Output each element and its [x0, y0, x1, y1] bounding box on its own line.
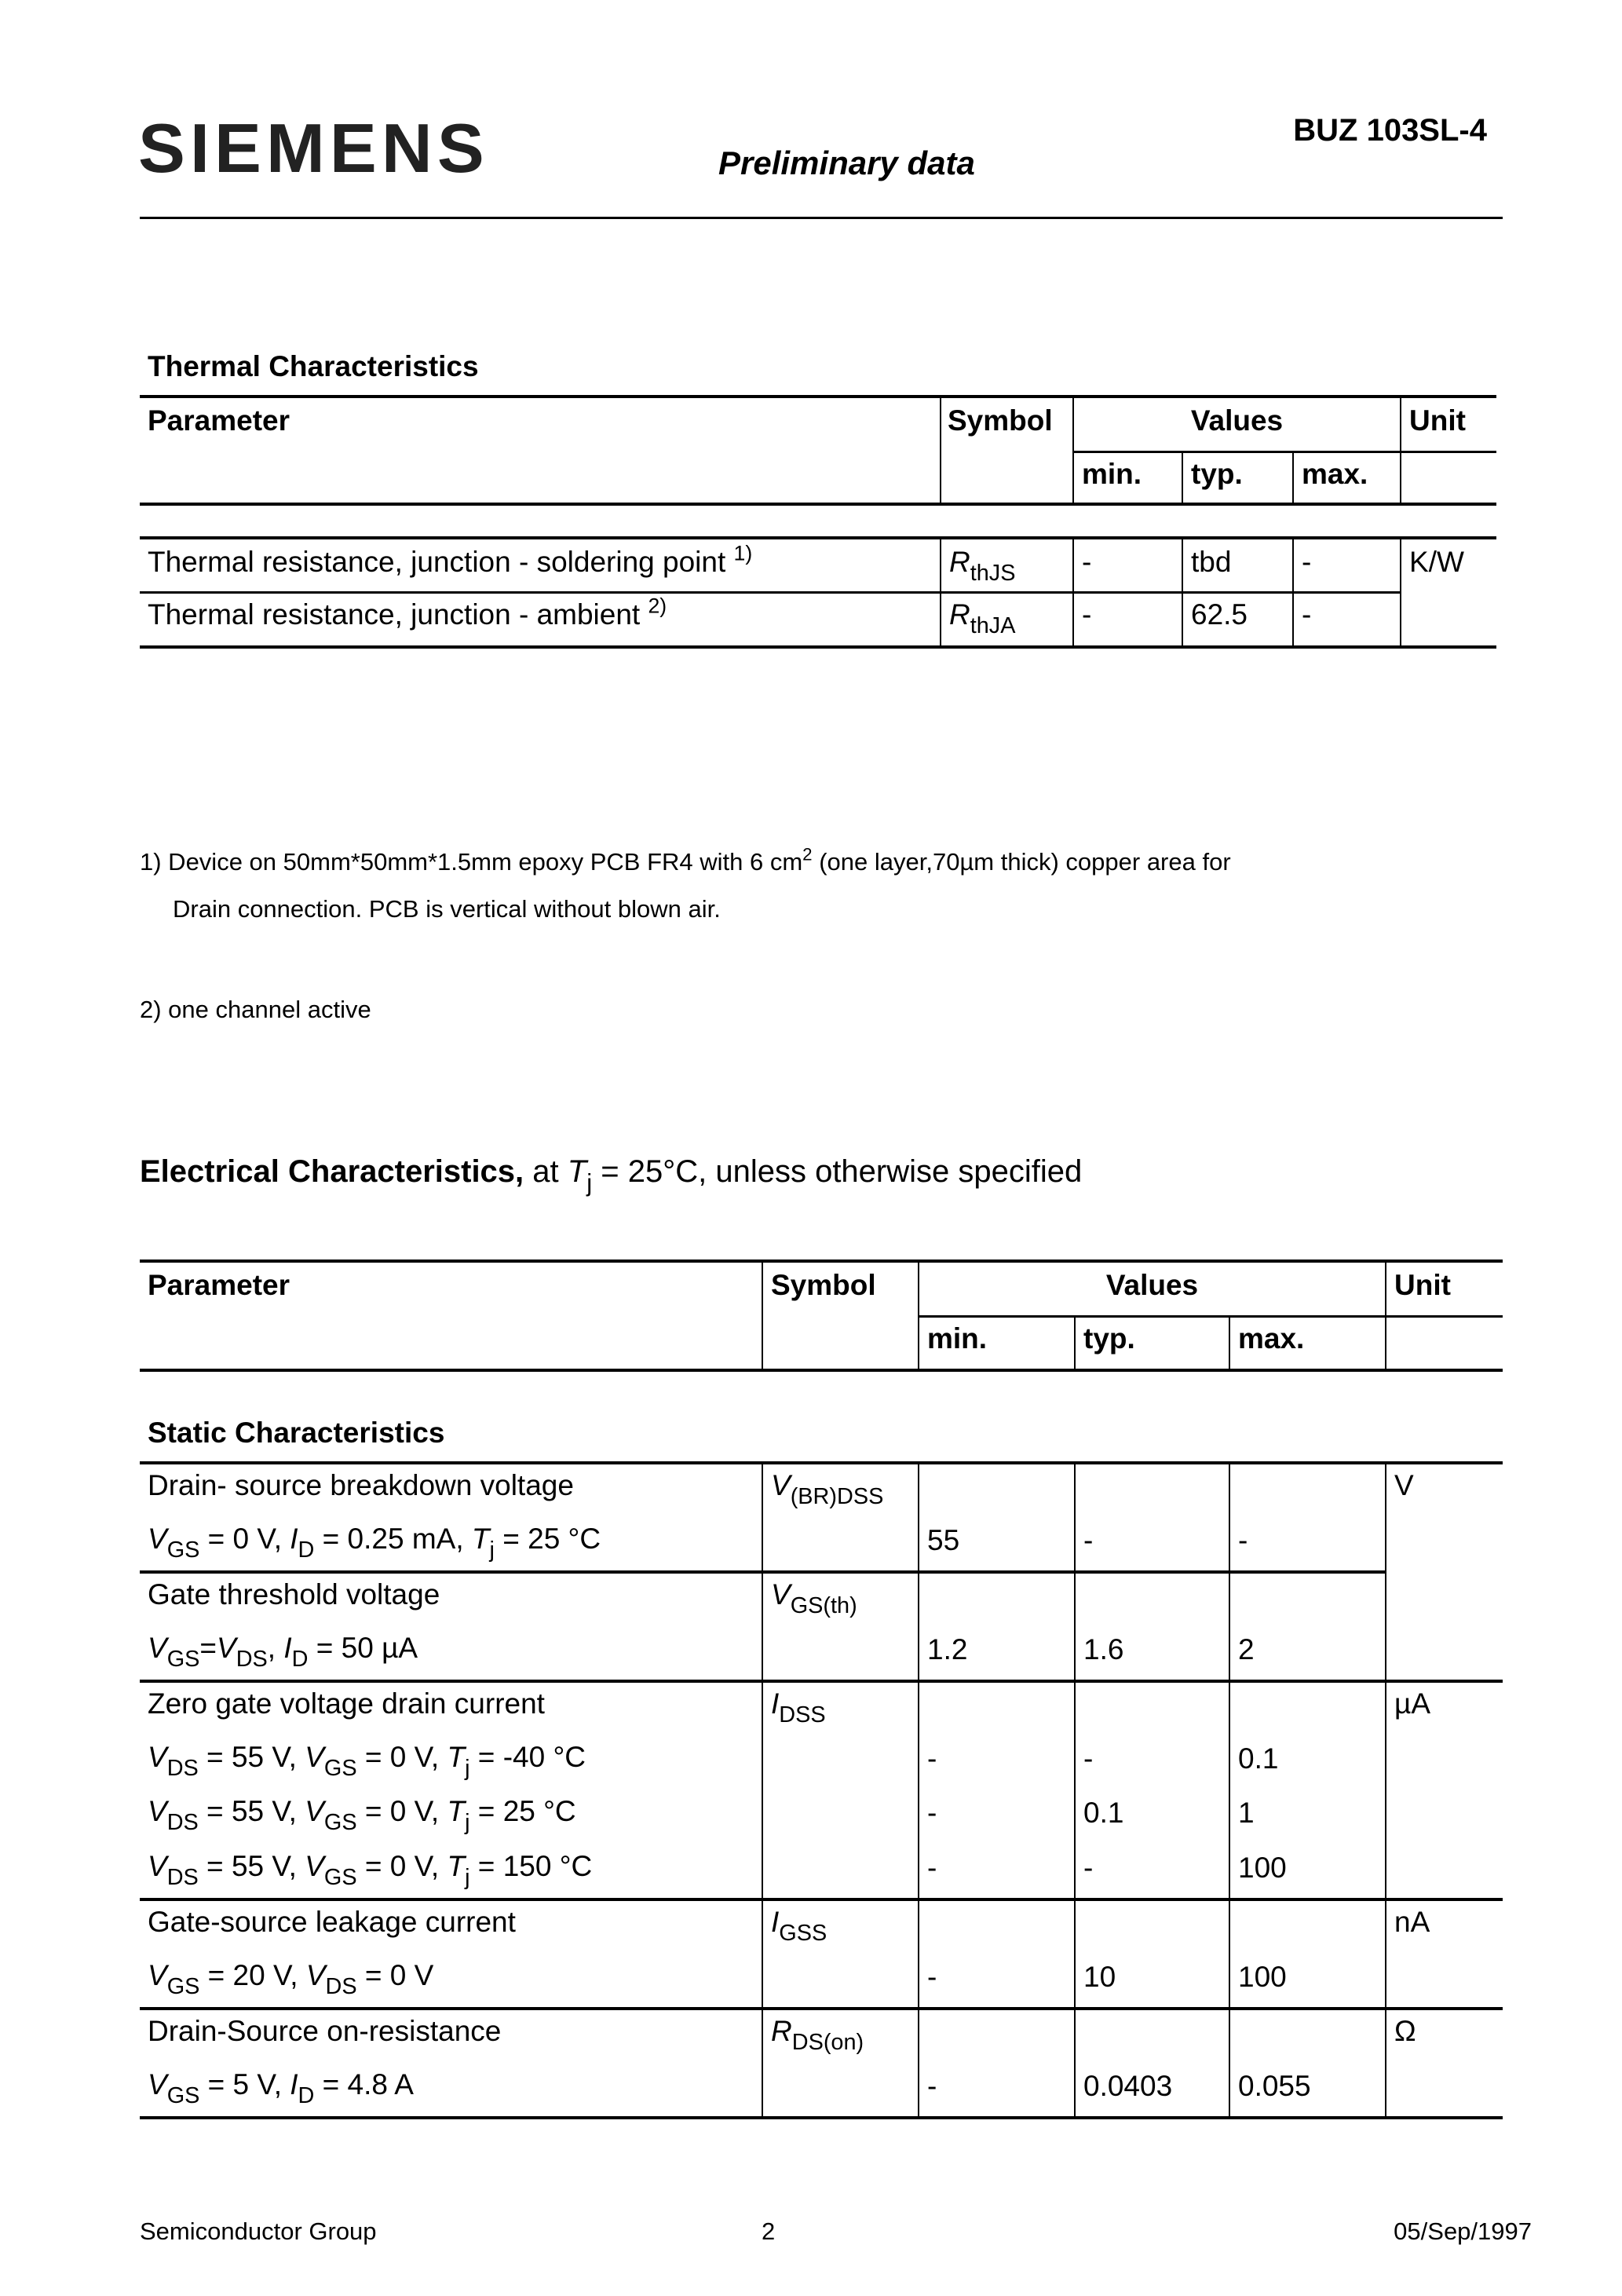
text-segment: Drain-Source on-resistance [148, 2015, 502, 2047]
text-segment: T [471, 1522, 490, 1555]
text-segment: V [148, 2067, 167, 2100]
subscript: (BR)DSS [790, 1483, 884, 1509]
subscript: GSS [779, 1920, 827, 1946]
value-min [919, 1572, 1075, 1627]
subscript: j [489, 1537, 495, 1563]
footnote-ref: 2) [648, 593, 667, 617]
parameter-cell [140, 1845, 762, 1900]
subscript: DS [325, 1973, 357, 1999]
value-typ: 0.1 [1075, 1790, 1229, 1845]
value-min [919, 1899, 1075, 1954]
subscript: DS(on) [791, 2029, 864, 2055]
parameter-cell [140, 2009, 762, 2064]
text-segment: = 150 °C [469, 1849, 593, 1882]
value-max [1229, 1899, 1386, 1954]
value-min [919, 2009, 1075, 2064]
value-max: 0.055 [1229, 2064, 1386, 2119]
part-number: BUZ 103SL-4 [1293, 113, 1487, 148]
value-typ [1075, 1463, 1229, 1518]
thermal-max: - [1293, 538, 1401, 592]
unit-cell: nA [1386, 1899, 1503, 2009]
col-symbol: Symbol [762, 1261, 919, 1370]
footnote-2: 2) one channel active [140, 996, 371, 1023]
symbol-cell [762, 1899, 919, 2009]
col-unit-blank [1401, 452, 1496, 504]
value-typ [1075, 2009, 1229, 2064]
text-segment: Zero gate voltage drain current [148, 1687, 545, 1720]
text-segment: T [447, 1795, 466, 1827]
thermal-body-table [140, 536, 1496, 649]
text-segment: V [148, 1631, 167, 1664]
thermal-symbol [941, 538, 1073, 592]
parameter-cell [140, 1790, 762, 1845]
col-typ: typ. [1182, 452, 1293, 504]
symbol-main: R [949, 546, 970, 578]
electrical-title [140, 1154, 1083, 1197]
text-segment: = 50 µA [308, 1631, 418, 1664]
text-segment: = 0 V, [199, 1522, 290, 1555]
text-segment: T [447, 1740, 466, 1773]
col-symbol: Symbol [941, 397, 1073, 504]
symbol-sub: thJS [970, 560, 1016, 586]
text-segment: V [148, 1849, 167, 1882]
text-segment: = -40 °C [469, 1740, 586, 1773]
text-segment: = 0 V, [356, 1795, 448, 1827]
thermal-unit: K/W [1401, 538, 1496, 647]
footer-date: 05/Sep/1997 [1394, 2217, 1532, 2245]
col-typ: typ. [1075, 1316, 1229, 1370]
col-parameter: Parameter [140, 1261, 762, 1370]
value-max: - [1229, 1518, 1386, 1573]
value-min: - [919, 1790, 1075, 1845]
parameter-cell [140, 1954, 762, 2009]
parameter-cell [140, 1899, 762, 1954]
text-segment: V [305, 1740, 324, 1773]
unit-cell: µA [1386, 1681, 1503, 1899]
subscript: DS [166, 1755, 199, 1781]
value-typ: 10 [1075, 1954, 1229, 2009]
text-segment: V [148, 1795, 167, 1827]
parameter-cell [140, 1518, 762, 1573]
unit-cell: V [1386, 1463, 1503, 1681]
text-segment: I [771, 1906, 780, 1938]
subscript: DS [166, 1864, 199, 1890]
col-unit: Unit [1386, 1261, 1503, 1316]
subscript: GS(th) [790, 1592, 857, 1618]
symbol-cell [762, 1681, 919, 1899]
parameter-cell [140, 1681, 762, 1736]
value-typ: - [1075, 1736, 1229, 1791]
thermal-typ: tbd [1182, 538, 1293, 592]
footnote-1 [140, 844, 1231, 876]
thermal-param [140, 538, 941, 592]
value-max [1229, 1463, 1386, 1518]
footnote-ref: 1) [733, 541, 753, 565]
value-max [1229, 1572, 1386, 1627]
col-unit: Unit [1401, 397, 1496, 452]
text-segment: Gate-source leakage current [148, 1906, 516, 1938]
symbol-cell [762, 1463, 919, 1572]
table-row [140, 2009, 1503, 2064]
text-segment: = 0.25 mA, [314, 1522, 472, 1555]
text-segment: V [771, 1469, 791, 1501]
value-typ [1075, 1572, 1229, 1627]
col-unit-blank [1386, 1316, 1503, 1370]
thermal-row [140, 538, 1496, 592]
subscript: DSS [779, 1702, 826, 1727]
footnote-sup: 2 [802, 844, 813, 865]
subscript: j [465, 1864, 470, 1890]
table-row [140, 1463, 1503, 1518]
value-max: 2 [1229, 1627, 1386, 1682]
subscript: GS [323, 1809, 357, 1835]
title-symbol: T [567, 1154, 587, 1189]
siemens-logo: SIEMENS [138, 109, 489, 187]
col-min: min. [919, 1316, 1075, 1370]
thermal-row [140, 592, 1496, 647]
text-segment: Drain- source breakdown voltage [148, 1469, 574, 1501]
text-segment: V [305, 1795, 324, 1827]
text-segment: = [199, 1631, 217, 1664]
text-segment: I [290, 2067, 298, 2100]
thermal-header-table [140, 395, 1496, 506]
col-max: max. [1293, 452, 1401, 504]
text-segment: R [771, 2015, 792, 2047]
value-min: - [919, 1845, 1075, 1900]
footnote-text: (one layer,70µm thick) copper area for [812, 848, 1231, 876]
value-max: 100 [1229, 1954, 1386, 2009]
document-subtitle: Preliminary data [718, 144, 975, 181]
table-row [140, 1681, 1503, 1736]
subscript: GS [323, 1864, 357, 1890]
value-min [919, 1463, 1075, 1518]
subscript: GS [166, 1537, 200, 1563]
subscript: GS [166, 2082, 200, 2108]
footer-company: Semiconductor Group [140, 2217, 377, 2245]
text-segment: V [771, 1578, 791, 1610]
value-typ: - [1075, 1518, 1229, 1573]
value-min [919, 1681, 1075, 1736]
text-segment: T [447, 1849, 466, 1882]
parameter-cell [140, 2064, 762, 2119]
parameter-cell [140, 1572, 762, 1627]
symbol-sub: thJA [970, 612, 1016, 638]
value-max [1229, 2009, 1386, 2064]
text-segment: = 4.8 A [314, 2067, 414, 2100]
value-min: 55 [919, 1518, 1075, 1573]
value-max: 1 [1229, 1790, 1386, 1845]
text-segment: = 0 V, [356, 1849, 448, 1882]
text-segment: V [305, 1958, 326, 1991]
value-min: - [919, 1954, 1075, 2009]
electrical-title-bold: Electrical Characteristics, [140, 1154, 524, 1189]
text-segment: = 5 V, [199, 2067, 290, 2100]
col-values: Values [919, 1261, 1386, 1316]
text-segment: = 55 V, [198, 1849, 305, 1882]
subscript: j [465, 1755, 470, 1781]
subscript: DS [166, 1809, 199, 1835]
text-segment: V [305, 1849, 324, 1882]
text-segment: V [148, 1522, 167, 1555]
thermal-typ: 62.5 [1182, 592, 1293, 647]
page-number: 2 [762, 2217, 776, 2245]
text-segment: I [290, 1522, 298, 1555]
thermal-symbol [941, 592, 1073, 647]
thermal-param [140, 592, 941, 647]
thermal-min: - [1073, 592, 1182, 647]
text-segment: = 25 °C [469, 1795, 576, 1827]
subscript: j [465, 1809, 470, 1835]
title-sub: j [586, 1168, 593, 1197]
text-segment: V [217, 1631, 236, 1664]
static-section-title: Static Characteristics [148, 1417, 445, 1449]
value-min: - [919, 1736, 1075, 1791]
thermal-max: - [1293, 592, 1401, 647]
value-typ: - [1075, 1845, 1229, 1900]
value-typ: 1.6 [1075, 1627, 1229, 1682]
col-min: min. [1073, 452, 1182, 504]
col-parameter: Parameter [140, 397, 941, 504]
col-values: Values [1073, 397, 1401, 452]
value-min: 1.2 [919, 1627, 1075, 1682]
footnote-text: 1) Device on 50mm*50mm*1.5mm epoxy PCB FR4 with 6 cm [140, 848, 803, 876]
unit-cell: Ω [1386, 2009, 1503, 2118]
subscript: GS [166, 1646, 200, 1672]
text-segment: = 0 V, [356, 1740, 448, 1773]
subscript: GS [323, 1755, 357, 1781]
text-segment: = 0 V [356, 1958, 434, 1991]
parameter-cell [140, 1463, 762, 1518]
symbol-cell [762, 2009, 919, 2118]
footnote-1-cont: Drain connection. PCB is vertical without blown air. [173, 895, 721, 923]
text-segment: , [267, 1631, 284, 1664]
param-text: Thermal resistance, junction - soldering point [148, 546, 734, 578]
electrical-body-table [140, 1461, 1503, 2119]
col-max: max. [1229, 1316, 1386, 1370]
title-text: = 25°C, unless otherwise specified [592, 1154, 1083, 1189]
text-segment: I [283, 1631, 292, 1664]
parameter-cell [140, 1736, 762, 1791]
parameter-cell [140, 1627, 762, 1682]
text-segment: Gate threshold voltage [148, 1578, 440, 1610]
value-typ: 0.0403 [1075, 2064, 1229, 2119]
value-max: 100 [1229, 1845, 1386, 1900]
value-max: 0.1 [1229, 1736, 1386, 1791]
thermal-min: - [1073, 538, 1182, 592]
subscript: D [298, 1537, 315, 1563]
subscript: D [298, 2082, 315, 2108]
header-divider [140, 217, 1503, 219]
subscript: GS [166, 1973, 200, 1999]
table-row [140, 1572, 1503, 1627]
table-row [140, 1899, 1503, 1954]
text-segment: = 25 °C [494, 1522, 601, 1555]
subscript: D [291, 1646, 309, 1672]
subscript: DS [236, 1646, 268, 1672]
text-segment: V [148, 1740, 167, 1773]
text-segment: V [148, 1958, 167, 1991]
symbol-cell [762, 1572, 919, 1681]
value-min: - [919, 2064, 1075, 2119]
symbol-main: R [949, 598, 970, 631]
electrical-header-table [140, 1260, 1503, 1372]
text-segment: = 55 V, [198, 1795, 305, 1827]
value-typ [1075, 1681, 1229, 1736]
value-max [1229, 1681, 1386, 1736]
title-text: at [524, 1154, 568, 1189]
text-segment: = 20 V, [199, 1958, 306, 1991]
thermal-title: Thermal Characteristics [148, 350, 479, 382]
text-segment: = 55 V, [198, 1740, 305, 1773]
text-segment: I [771, 1687, 780, 1720]
param-text: Thermal resistance, junction - ambient [148, 598, 648, 631]
value-typ [1075, 1899, 1229, 1954]
